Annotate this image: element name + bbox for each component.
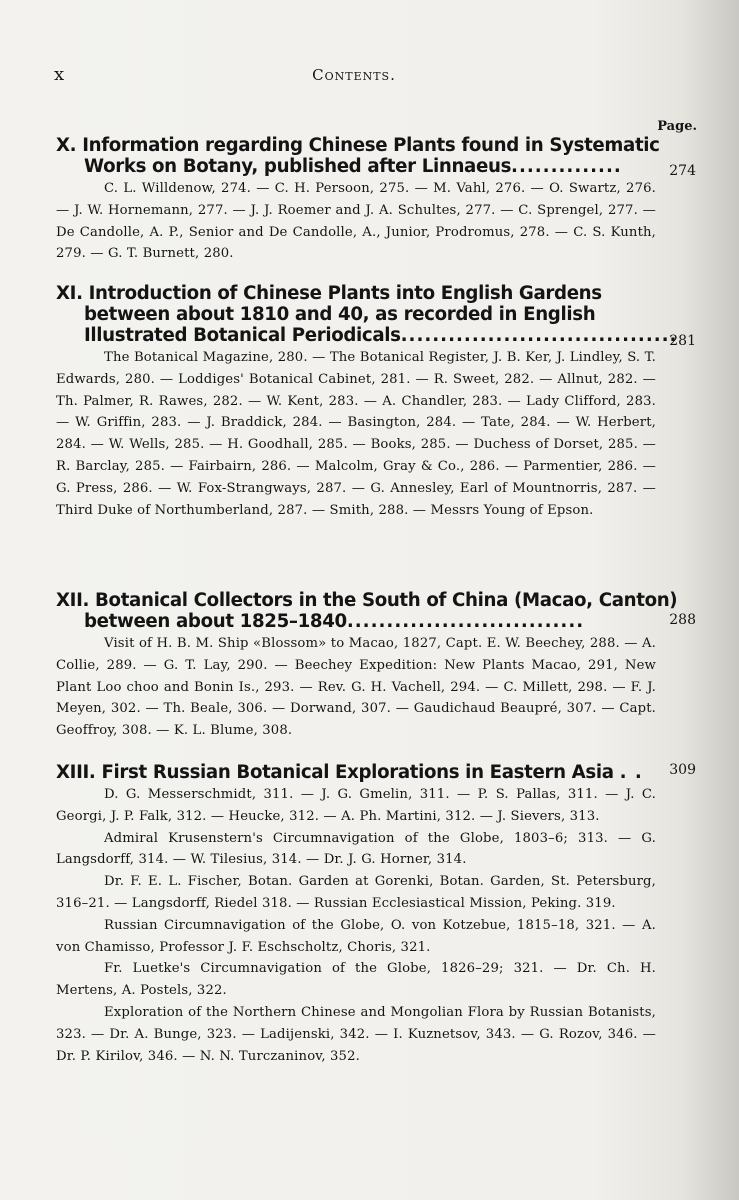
section-body <box>56 347 656 521</box>
section-page-number: 309 <box>669 762 696 778</box>
running-title: Contents. <box>312 66 396 84</box>
section-title <box>56 135 680 177</box>
body-paragraph: Russian Circumnavigation of the Globe, O. von Kotzebue, 1815–18, 321. — A. von Chamisso, Professor J. F. Eschscholtz, Choris, 321. <box>56 917 656 955</box>
section-title-text: XII. Botanical Collectors in the South of China (Macao, Canton) between about 1825–1840 <box>56 590 678 632</box>
leader-dots: .............. <box>511 156 622 177</box>
leader-dots: .............................. <box>346 611 585 632</box>
body-paragraph: Exploration of the Northern Chinese and Mongolian Flora by Russian Botanists, 323. — Dr. A. Bunge, 323. — Ladijenski, 342. — I. Kuznetsov, 343. — G. Rozov, 346. — Dr. P. Kirilov, 346. — N. N. Turczaninov, 352. <box>56 1004 656 1064</box>
body-paragraph: Visit of H. B. M. Ship «Blossom» to Macao, 1827, Capt. E. W. Beechey, 288. — A. Collie, 289. — G. T. Lay, 290. — Beechey Expedition: New Plants Macao, 291, New Plant Loo choo and Bonin Is., 293. — Rev. G. H. Vachell, 294. — C. Millett, 298. — F. J. Meyen, 302. — Th. Beale, 306. — Dorwand, 307. — Gaudichaud Beaupré, 307. — Capt. Geoffroy, 308. — K. L. Blume, 308. <box>56 636 656 739</box>
section-x <box>56 135 696 265</box>
leader-dots: ................................... <box>400 325 678 346</box>
section-page-number: 288 <box>669 612 696 628</box>
section-page-number: 281 <box>669 333 696 349</box>
section-body <box>56 784 656 1067</box>
section-title <box>56 283 680 346</box>
section-title-text: X. Information regarding Chinese Plants found in Systematic Works on Botany, published after Linnaeus <box>56 135 660 177</box>
section-body <box>56 633 656 742</box>
section-title <box>56 590 680 632</box>
section-body <box>56 178 656 265</box>
body-paragraph: D. G. Messerschmidt, 311. — J. G. Gmelin, 311. — P. S. Pallas, 311. — J. C. Georgi, J. P. Falk, 312. — Heucke, 312. — A. Ph. Martini, 312. — J. Sievers, 313. <box>56 787 656 824</box>
body-paragraph: Admiral Krusenstern's Circumnavigation of the Globe, 1803–6; 313. — G. Langsdorff, 314. — W. Tilesius, 314. — Dr. J. G. Horner, 314. <box>56 830 656 868</box>
section-title <box>56 762 680 783</box>
section-title-text: XI. Introduction of Chinese Plants into English Gardens between about 1810 and 40, as recorded in English Illustrated Botanical Periodicals <box>56 283 602 346</box>
section-xiii <box>56 762 696 1067</box>
body-paragraph: Dr. F. E. L. Fischer, Botan. Garden at Gorenki, Botan. Garden, St. Petersburg, 316–21. — Langsdorff, Riedel 318. — Russian Ecclesiastical Mission, Peking. 319. <box>56 874 656 911</box>
section-title-text: XIII. First Russian Botanical Explorations in Eastern Asia <box>56 762 614 783</box>
body-paragraph: C. L. Willdenow, 274. — C. H. Persoon, 275. — M. Vahl, 276. — O. Swartz, 276. — J. W. Hornemann, 277. — J. J. Roemer and J. A. Schultes, 277. — C. Sprengel, 277. — De Candolle, A. P., Senior and De Candolle, A., Junior, Prodromus, 278. — C. S. Kunth, 279. — G. T. Burnett, 280. <box>56 181 656 262</box>
leader-dots: . . <box>619 762 643 783</box>
section-xii <box>56 590 696 742</box>
page-header <box>54 64 654 88</box>
section-page-number: 274 <box>669 163 696 179</box>
page-column-label: Page. <box>657 119 697 134</box>
body-paragraph: Fr. Luetke's Circumnavigation of the Globe, 1826–29; 321. — Dr. Ch. H. Mertens, A. Postels, 322. <box>56 961 656 999</box>
body-paragraph: The Botanical Magazine, 280. — The Botanical Register, J. B. Ker, J. Lindley, S. T. Edwards, 280. — Loddiges' Botanical Cabinet, 281. — R. Sweet, 282. — Allnut, 282. — Th. Palmer, R. Rawes, 282. — W. Kent, 283. — A. Chandler, 283. — Lady Clifford, 283. — W. Griffin, 283. — J. Braddick, 284. — Basington, 284. — Tate, 284. — W. Herbert, 284. — W. Wells, 285. — H. Goodhall, 285. — Books, 285. — Duchess of Dorset, 285. — R. Barclay, 285. — Fairbairn, 286. — Malcolm, Gray & Co., 286. — Parmentier, 286. — G. Press, 286. — W. Fox-Strangways, 287. — G. Annesley, Earl of Mountnorris, 287. — Third Duke of Northumberland, 287. — Smith, 288. — Messrs Young of Epson. <box>56 350 656 518</box>
section-xi <box>56 283 696 521</box>
page-number: x <box>54 64 65 85</box>
